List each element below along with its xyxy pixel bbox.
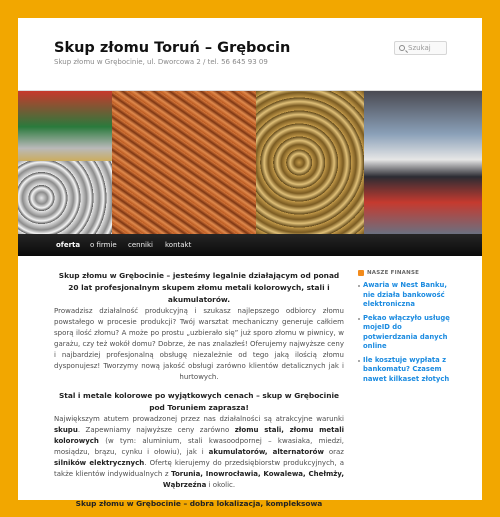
banner-copper-image bbox=[112, 91, 256, 234]
search-input[interactable] bbox=[394, 41, 447, 55]
sidebar-widget-title bbox=[358, 270, 458, 276]
header-banner bbox=[18, 90, 482, 234]
nav-item-oferta[interactable]: oferta bbox=[56, 241, 81, 249]
sidebar-title-text[interactable]: NASZE FINANSE bbox=[367, 270, 420, 276]
rss-icon[interactable] bbox=[358, 270, 364, 276]
sidebar-link[interactable]: Pekao włączyło usługę mojeID do potwierdzania danych online bbox=[358, 314, 458, 352]
banner-wheels-image bbox=[18, 161, 112, 235]
main-nav bbox=[18, 234, 482, 256]
intro-heading: Skup złomu w Grębocinie – jesteśmy legalnie działającym od ponad 20 lat profesjonalnym skupem złomu metali kolorowych, stali i akumulatorów. bbox=[58, 271, 340, 304]
nav-item-kontakt[interactable]: kontakt bbox=[165, 241, 192, 249]
nav-item-o-firmie[interactable]: o firmie bbox=[90, 241, 117, 249]
main-content bbox=[54, 270, 344, 517]
sidebar bbox=[358, 270, 458, 388]
third-heading: Skup złomu w Grębocinie – dobra lokalizacja, kompleksowa bbox=[75, 499, 323, 508]
page bbox=[18, 18, 482, 508]
site-title[interactable]: Skup złomu Toruń – Grębocin bbox=[54, 40, 291, 56]
banner-batteries-image bbox=[364, 91, 482, 234]
intro-text: Prowadzisz działalność produkcyjną i szukasz najlepszego odbiorcy złomu powstałego w procesie produkcji? Twój warsztat mechaniczny generuje całkiem sporą ilość złomu? A może po prostu „uzbierało się” już sporo złomu w piwnicy, w garażu, czy też wokół domu? Dobrze, że nas znalazłeś! Oferujemy najwyższe ceny i najbardziej profesjonalną obsługę niezależnie od tego jaką ilością złomu dysponujesz! Tworzymy nową jakość obsługi zarówno klientów detalicznych jak i hurtowych. bbox=[54, 307, 344, 381]
second-text: Największym atutem prowadzonej przez nas działalności są atrakcyjne warunki skupu. Zapewniamy najwyższe ceny zarówno złomu stali, złomu metali kolorowych (w tym: aluminium, stali kwasoodpornej – kwasiaka, miedzi, mosiądzu, brązu, cynku i ołowiu), jak i akumulatorów, alternatorów oraz silników elektrycznych. Ofertę kierujemy do przedsiębiorstw produkcyjnych, a także klientów indywidualnych z Torunia, Inowrocławia, Kowalewa, Chełmży, Wąbrzeźna i okolic. bbox=[54, 415, 344, 489]
sidebar-link[interactable]: Awaria w Nest Banku, nie działa bankowość elektroniczna bbox=[358, 281, 458, 310]
nav-item-cenniki[interactable]: cenniki bbox=[128, 241, 153, 249]
search-icon bbox=[399, 45, 405, 51]
search-placeholder: Szukaj bbox=[408, 44, 431, 52]
banner-cans-image bbox=[18, 91, 112, 234]
banner-brass-image bbox=[256, 91, 364, 234]
sidebar-link[interactable]: Ile kosztuje wypłata z bankomatu? Czasem nawet kilkaset złotych bbox=[358, 356, 458, 385]
site-description: Skup złomu w Grębocinie, ul. Dworcowa 2 / tel. 56 645 93 09 bbox=[54, 58, 268, 66]
second-heading: Stal i metale kolorowe po wyjątkowych cenach – skup w Grębocinie pod Toruniem zaprasza! bbox=[58, 391, 340, 412]
sidebar-list bbox=[358, 281, 458, 384]
